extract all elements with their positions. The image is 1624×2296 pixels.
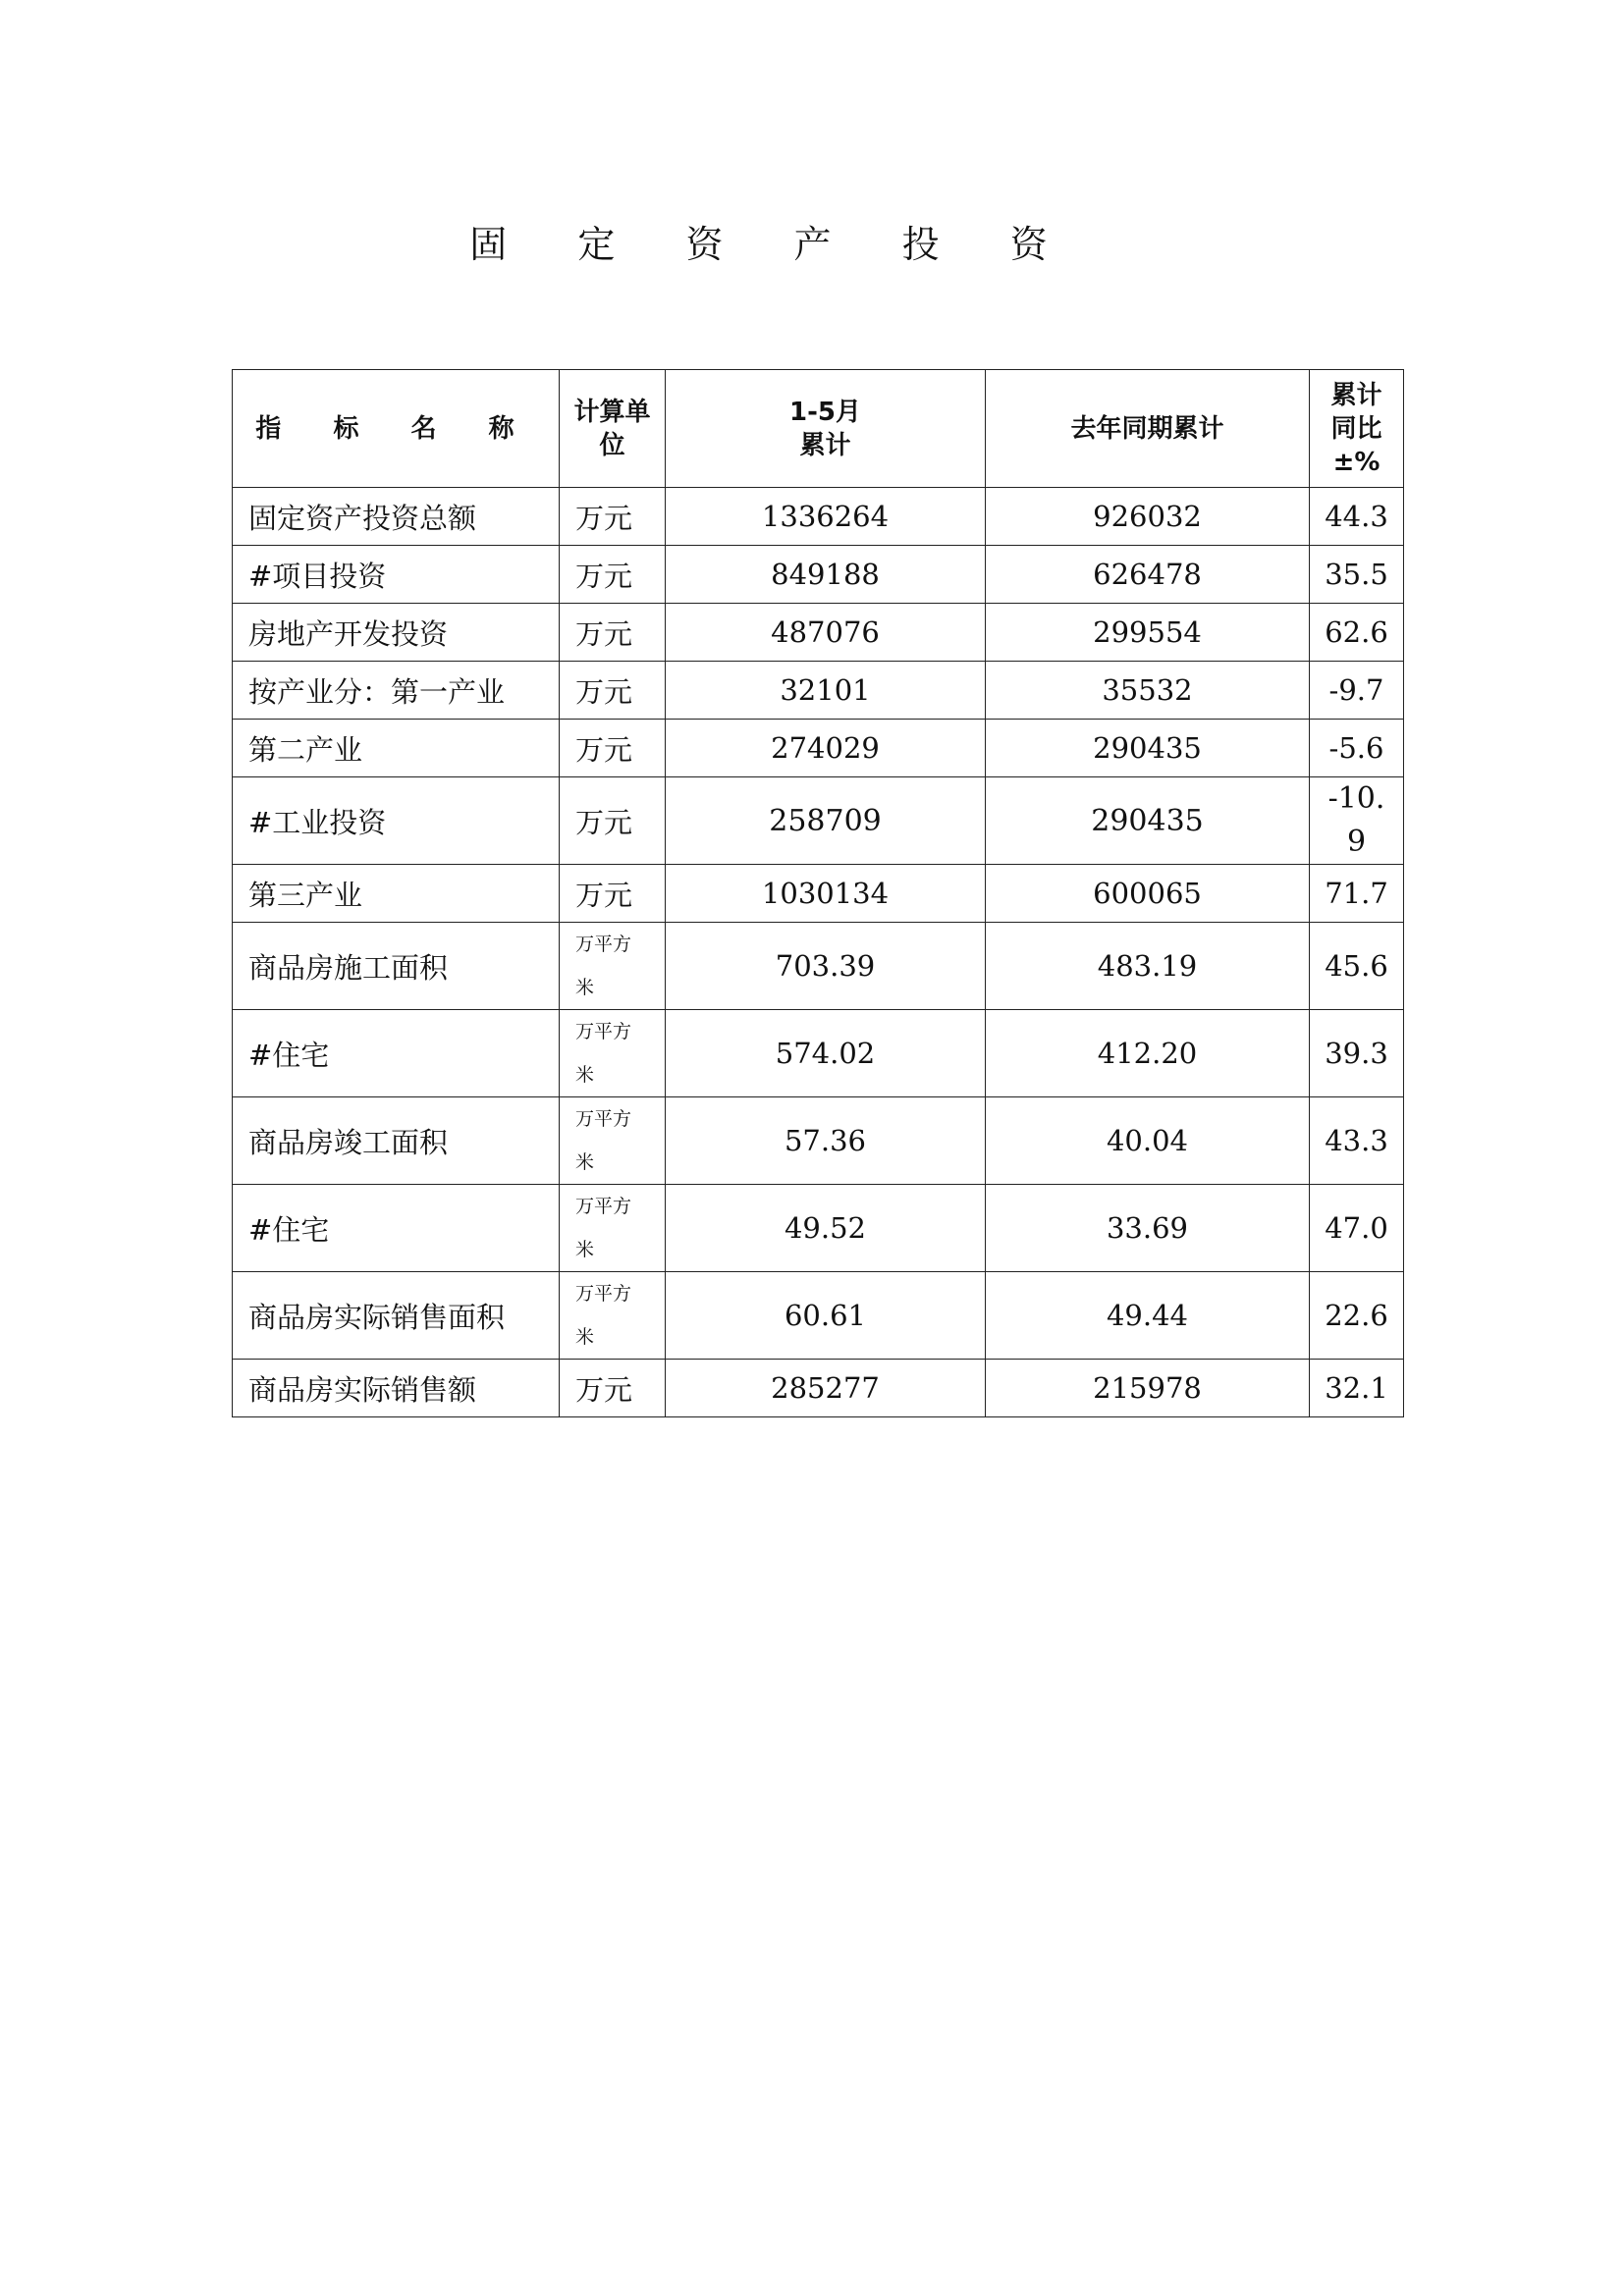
row-unit: 万元	[560, 662, 666, 720]
header-name: 指 标 名 称	[233, 370, 560, 488]
header-change: 累计同比±%	[1310, 370, 1404, 488]
row-change: 44.3	[1310, 488, 1404, 546]
row-last-year: 40.04	[986, 1097, 1310, 1185]
row-last-year: 600065	[986, 865, 1310, 923]
table-row	[233, 865, 1404, 923]
row-name: 房地产开发投资	[233, 604, 560, 662]
row-name: 按产业分：第一产业	[233, 662, 560, 720]
row-unit: 万元	[560, 720, 666, 777]
row-current: 574.02	[666, 1010, 986, 1097]
row-last-year: 483.19	[986, 923, 1310, 1010]
row-current: 57.36	[666, 1097, 986, 1185]
table-row	[233, 1010, 1404, 1097]
row-name: #工业投资	[233, 777, 560, 865]
row-name: #住宅	[233, 1010, 560, 1097]
table-row	[233, 604, 1404, 662]
row-current: 274029	[666, 720, 986, 777]
row-current: 487076	[666, 604, 986, 662]
row-last-year: 33.69	[986, 1185, 1310, 1272]
row-current: 1336264	[666, 488, 986, 546]
table-row	[233, 1360, 1404, 1417]
row-change: 35.5	[1310, 546, 1404, 604]
row-current: 1030134	[666, 865, 986, 923]
row-unit: 万元	[560, 777, 666, 865]
table-row	[233, 1185, 1404, 1272]
row-last-year: 926032	[986, 488, 1310, 546]
table-row	[233, 1272, 1404, 1360]
table-row	[233, 777, 1404, 865]
row-unit: 万平方米	[560, 1185, 666, 1272]
row-unit: 万平方米	[560, 923, 666, 1010]
row-name: 商品房实际销售额	[233, 1360, 560, 1417]
row-name: 第三产业	[233, 865, 560, 923]
table-header-row	[233, 370, 1404, 488]
header-last-year: 去年同期累计	[986, 370, 1310, 488]
table-row	[233, 546, 1404, 604]
row-change: -5.6	[1310, 720, 1404, 777]
row-last-year: 35532	[986, 662, 1310, 720]
row-name: 商品房竣工面积	[233, 1097, 560, 1185]
row-current: 703.39	[666, 923, 986, 1010]
row-change: 22.6	[1310, 1272, 1404, 1360]
row-last-year: 299554	[986, 604, 1310, 662]
row-change: 32.1	[1310, 1360, 1404, 1417]
row-current: 849188	[666, 546, 986, 604]
row-current: 258709	[666, 777, 986, 865]
investment-table	[232, 369, 1404, 1417]
row-last-year: 215978	[986, 1360, 1310, 1417]
row-unit: 万平方米	[560, 1272, 666, 1360]
row-unit: 万元	[560, 488, 666, 546]
row-change: -10.9	[1310, 777, 1404, 865]
row-last-year: 412.20	[986, 1010, 1310, 1097]
row-change: 71.7	[1310, 865, 1404, 923]
row-name: 第二产业	[233, 720, 560, 777]
row-current: 60.61	[666, 1272, 986, 1360]
row-change: 45.6	[1310, 923, 1404, 1010]
row-change: 62.6	[1310, 604, 1404, 662]
row-change: 47.0	[1310, 1185, 1404, 1272]
row-unit: 万元	[560, 1360, 666, 1417]
table-row	[233, 1097, 1404, 1185]
row-unit: 万平方米	[560, 1097, 666, 1185]
header-unit: 计算单位	[560, 370, 666, 488]
row-current: 32101	[666, 662, 986, 720]
row-current: 285277	[666, 1360, 986, 1417]
row-change: -9.7	[1310, 662, 1404, 720]
row-name: #项目投资	[233, 546, 560, 604]
table-row	[233, 488, 1404, 546]
table-row	[233, 923, 1404, 1010]
row-unit: 万平方米	[560, 1010, 666, 1097]
table-row	[233, 720, 1404, 777]
table-row	[233, 662, 1404, 720]
row-last-year: 290435	[986, 720, 1310, 777]
row-unit: 万元	[560, 604, 666, 662]
row-change: 39.3	[1310, 1010, 1404, 1097]
row-name: 商品房实际销售面积	[233, 1272, 560, 1360]
row-name: #住宅	[233, 1185, 560, 1272]
row-last-year: 49.44	[986, 1272, 1310, 1360]
row-current: 49.52	[666, 1185, 986, 1272]
header-current: 1-5月累计	[666, 370, 986, 488]
row-name: 商品房施工面积	[233, 923, 560, 1010]
row-unit: 万元	[560, 546, 666, 604]
row-last-year: 626478	[986, 546, 1310, 604]
row-last-year: 290435	[986, 777, 1310, 865]
page-title: 固 定 资 产 投 资	[469, 223, 1077, 266]
row-unit: 万元	[560, 865, 666, 923]
row-change: 43.3	[1310, 1097, 1404, 1185]
row-name: 固定资产投资总额	[233, 488, 560, 546]
